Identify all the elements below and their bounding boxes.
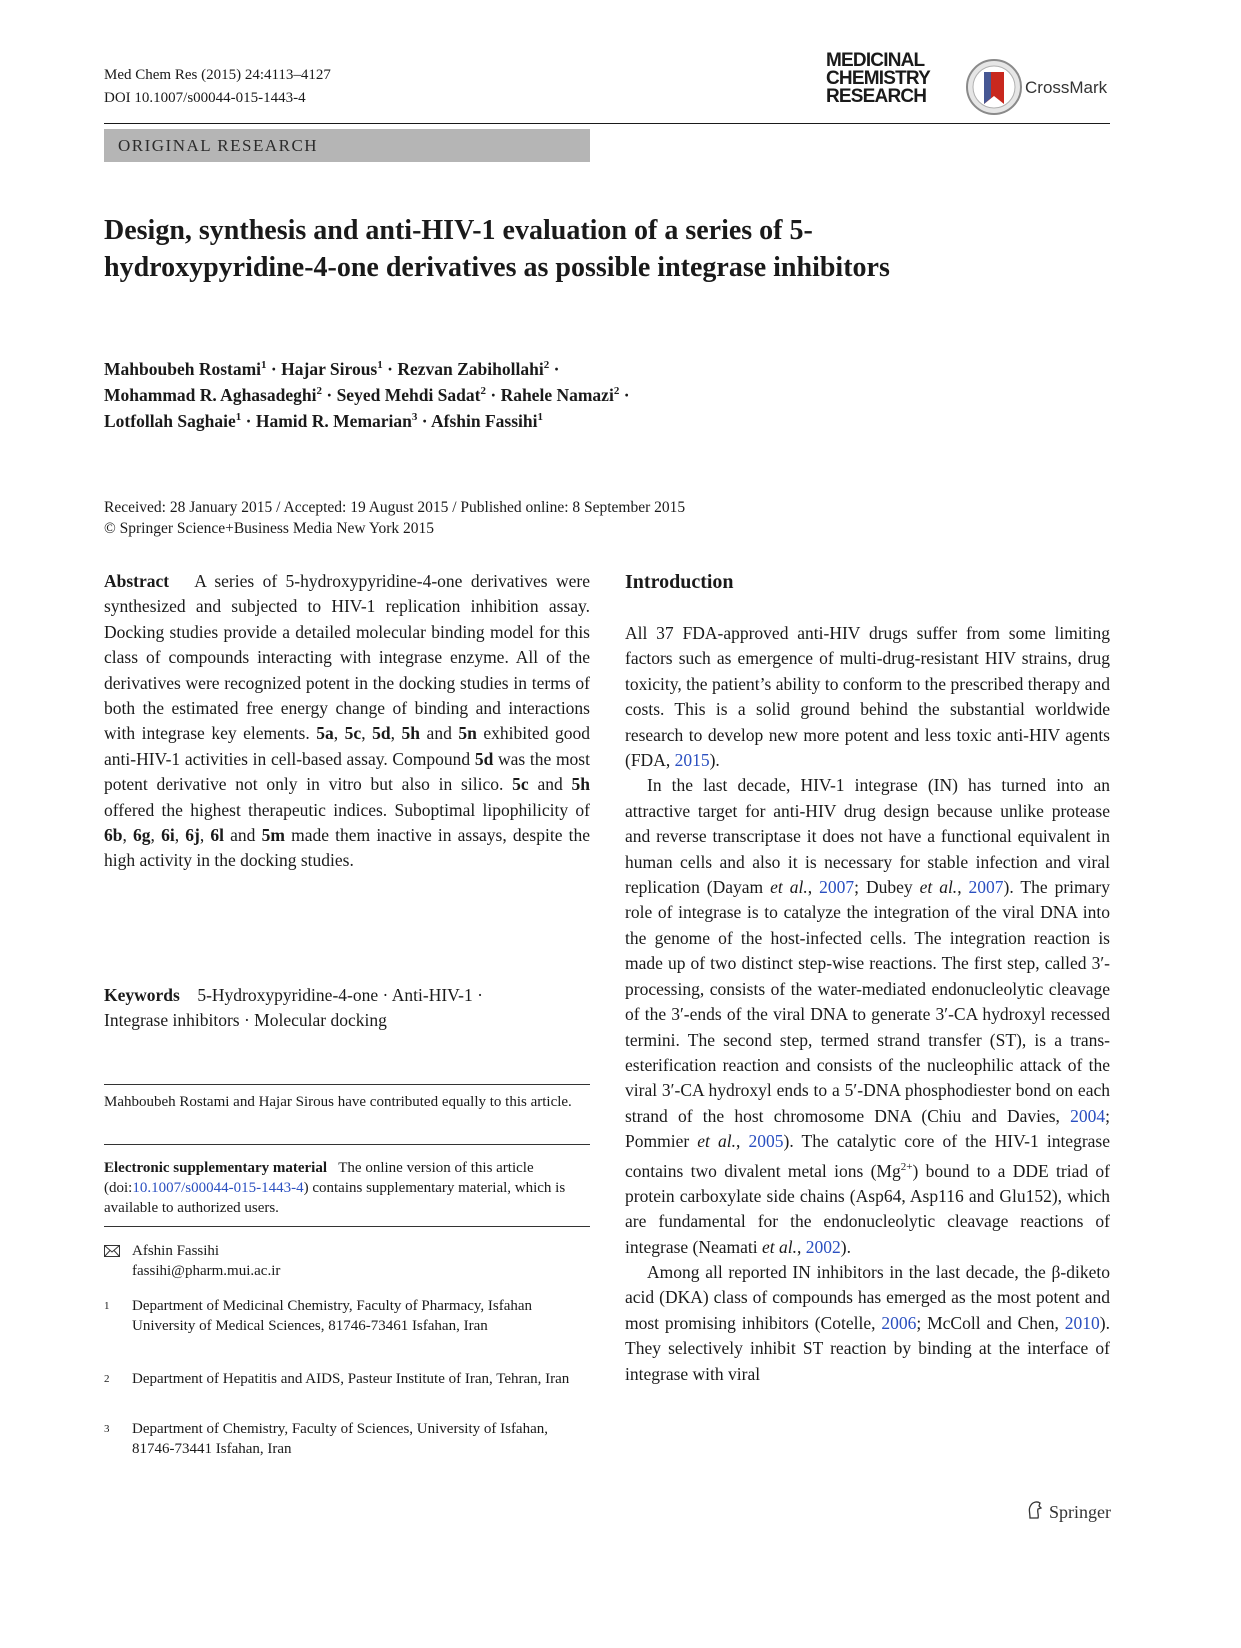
keywords-label: Keywords	[104, 985, 180, 1005]
author-name[interactable]: Lotfollah Saghaie	[104, 411, 236, 431]
crossmark-icon[interactable]	[965, 58, 1023, 116]
introduction-paragraph-1: All 37 FDA-approved anti-HIV drugs suffer from some limiting factors such as emergence of multi-drug-resistant HIV strains, drug toxicity, the patient’s ability to conform to the prescribed therapy and costs. This is a solid ground behind the substantial worldwide research to develop new more potent and less toxic anti-HIV agents (FDA, 2015).	[625, 623, 1110, 771]
publication-dates	[104, 497, 904, 539]
author-affiliation-mark: 1	[377, 359, 383, 372]
author-name[interactable]: Mohammad R. Aghasadeghi	[104, 385, 317, 405]
springer-mark	[1026, 1500, 1111, 1525]
keyword: Molecular docking	[254, 1010, 387, 1031]
author-affiliation-mark: 2	[613, 385, 620, 398]
affiliation-1	[104, 1296, 574, 1336]
equal-contribution-note: Mahboubeh Rostami and Hajar Sirous have contributed equally to this article.	[104, 1094, 572, 1110]
affiliation-3	[104, 1419, 574, 1459]
introduction-heading: Introduction	[625, 571, 734, 593]
esm-text-pre: The online version of this article (doi:	[104, 1160, 534, 1196]
journal-logo-line-1: MEDICINAL	[826, 50, 925, 71]
esm-doi-link[interactable]: 10.1007/s00044-015-1443-4	[132, 1180, 304, 1196]
journal-logo-line-3: RESEARCH	[826, 86, 927, 107]
abstract	[104, 569, 590, 874]
keyword: Integrase inhibitors	[104, 1010, 240, 1031]
footnote-rule	[104, 1226, 590, 1227]
section-label: ORIGINAL RESEARCH	[104, 129, 590, 162]
abstract-label: Abstract	[104, 571, 170, 591]
received-accepted-published: Received: 28 January 2015 / Accepted: 19 August 2015 / Published online: 8 September 2015	[104, 499, 686, 516]
author-affiliation-mark: 1	[537, 411, 544, 424]
esm-text-post: ) contains supplementary material, which is available to authorized users.	[104, 1180, 566, 1216]
springer-label: Springer	[1049, 1502, 1111, 1522]
springer-horse-icon	[1026, 1500, 1044, 1525]
corresponding-author	[104, 1241, 590, 1281]
abstract-text: A series of 5-hydroxypyridine-4-one derivatives were synthesized and subjected to HIV-1 replication inhibition assay. Docking studies provide a detailed molecular binding model for this class of compounds interacting with integrase enzyme. All of the derivatives were recognized potent in the docking studies in terms of both the estimated free energy change of binding and interactions with integrase key elements. 5a, 5c, 5d, 5h and 5n exhibited good anti-HIV-1 activities in cell-based assay. Compound 5d was the most potent derivative not only in vitro but also in silico. 5c and 5h offered the highest therapeutic indices. Suboptimal lipophilicity of 6b, 6g, 6i, 6j, 6l and 5m made them inactive in assays, despite the high activity in the docking studies.	[104, 571, 591, 871]
envelope-icon	[104, 1241, 132, 1281]
affiliation-number: 2	[104, 1373, 110, 1385]
author-name[interactable]: Mahboubeh Rostami	[104, 359, 262, 379]
esm-note	[104, 1158, 590, 1218]
crossmark-label[interactable]: CrossMark	[1025, 78, 1108, 97]
corresponding-email[interactable]: fassihi@pharm.mui.ac.ir	[132, 1263, 281, 1279]
journal-logo-line-2: CHEMISTRY	[826, 68, 930, 89]
author-name[interactable]: Hajar Sirous	[281, 359, 378, 379]
author-name[interactable]: Hamid R. Memarian	[255, 411, 412, 431]
author-name[interactable]: Rahele Namazi	[500, 385, 614, 405]
keyword: Anti-HIV-1	[391, 985, 473, 1005]
author-affiliation-mark: 1	[235, 411, 242, 424]
author-affiliation-mark: 2	[543, 359, 550, 372]
author-name[interactable]: Afshin Fassihi	[431, 411, 538, 431]
header-rule	[104, 123, 1110, 124]
footnote-rule	[104, 1144, 590, 1145]
footnote-rule	[104, 1084, 590, 1085]
author-name[interactable]: Seyed Mehdi Sadat	[336, 385, 481, 405]
author-affiliation-mark: 2	[316, 385, 322, 398]
author-affiliation-mark: 3	[411, 411, 418, 424]
author-affiliation-mark: 2	[480, 385, 486, 398]
introduction-paragraph-2: In the last decade, HIV-1 integrase (IN) has turned into an attractive target for anti-HIV drug design because unlike protease and reverse transcriptase it does not have a functional equivalent in human cells and also it is necessary for stable infection and viral replication (Dayam et al., 2007; Dubey et al., 2007). The primary role of integrase is to catalyze the integration of the viral DNA into the genome of the host-infected cells. The integration reaction is made up of two distinct step-wise reactions. The first step, called 3′-processing, consists of the water-mediated endonucleolytic cleavage of the 3′-ends of the viral DNA to generate 3′-CA hydroxyl recessed termini. The second step, termed strand transfer (ST), is a trans-esterification reaction and consists of the nucleophilic attack of the viral 3′-CA hydroxyl ends to a 5′-DNA phosphodiester bond on each strand of the host chromosome DNA (Chiu and Davies, 2004; Pommier et al., 2005). The catalytic core of the HIV-1 integrase contains two divalent metal ions $(Mg^{2+})$ bound to a DDE triad of protein carboxylate side chains (Asp64, Asp116 and Glu152), which are fundamental for the endonucleolytic cleavage reactions of integrase (Neamati et al., 2002).	[625, 775, 1110, 1257]
affiliation-2	[104, 1369, 574, 1389]
author-name[interactable]: Rezvan Zabihollahi	[397, 359, 544, 379]
introduction-paragraph-3: Among all reported IN inhibitors in the last decade, the β-diketo acid (DKA) class of compounds has emerged as the most potent and most promising inhibitors (Cotelle, 2006; McColl and Chen, 2010). They selectively inhibit ST reaction by binding at the interface of integrase with viral	[625, 1261, 1110, 1384]
affiliation-number: 1	[104, 1300, 110, 1312]
keyword: 5-Hydroxypyridine-4-one	[197, 985, 379, 1005]
esm-label: Electronic supplementary material	[104, 1160, 328, 1176]
article-title: Design, synthesis and anti-HIV-1 evaluation of a series of 5-hydroxypyridine-4-one derivatives as possible integrase inhibitors	[104, 215, 890, 283]
copyright-line: © Springer Science+Business Media New York 2015	[104, 520, 435, 537]
introduction-body	[625, 621, 1110, 1387]
journal-citation: Med Chem Res (2015) 24:4113–4127	[104, 67, 331, 83]
journal-logo	[826, 52, 930, 106]
corresponding-name: Afshin Fassihi	[132, 1243, 220, 1259]
author-affiliation-mark: 1	[261, 359, 267, 372]
doi-line: DOI 10.1007/s00044-015-1443-4	[104, 90, 306, 106]
author-list: Mahboubeh Rostami$^1$ · Hajar Sirous$^1$ · Rezvan Zabihollahi$^2$ · Mohammad R. Aghasadeghi$^2$ · Seyed Mehdi Sadat$^2$ · Rahele Namazi$^2$ · Lotfollah Saghaie$^1$ · Hamid R. Memarian$^3$ · Afshin Fassihi$^1$	[104, 359, 630, 431]
affiliation-number: 3	[104, 1423, 110, 1435]
affiliation-text: Department of Hepatitis and AIDS, Pasteur Institute of Iran, Tehran, Iran	[132, 1371, 570, 1387]
keywords: Keywords 5-Hydroxypyridine-4-one · Anti-HIV-1 · Integrase inhibitors · Molecular docking	[104, 985, 483, 1031]
affiliation-text: Department of Chemistry, Faculty of Sciences, University of Isfahan, 81746-73441 Isfahan, Iran	[132, 1421, 549, 1457]
affiliation-text: Department of Medicinal Chemistry, Faculty of Pharmacy, Isfahan University of Medical Sciences, 81746-73461 Isfahan, Iran	[132, 1298, 533, 1334]
